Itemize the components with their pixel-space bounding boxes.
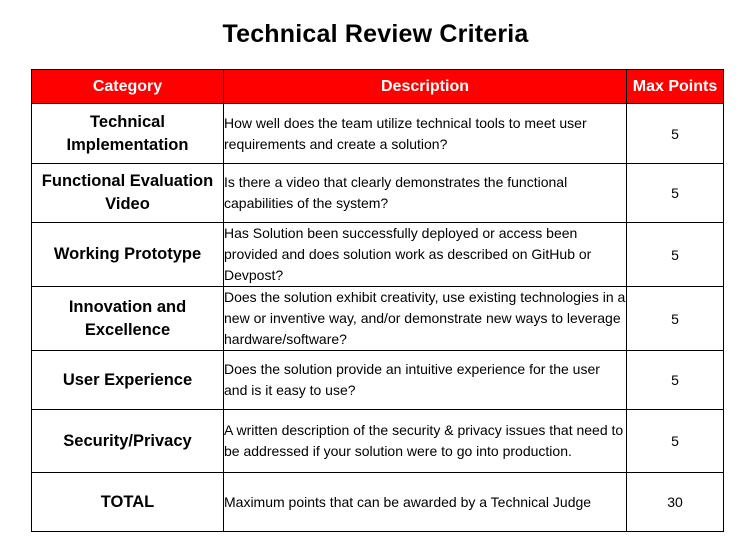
header-category: Category [32,70,224,104]
row-description: How well does the team utilize technical tools to meet user requirements and create a solution? [224,104,627,164]
row-category: Working Prototype [32,223,224,287]
row-category: TOTAL [32,473,224,532]
row-description: Does the solution exhibit creativity, use existing technologies in a new or inventive way, and/or demonstrate new ways to leverage hardware/software? [224,287,627,351]
table-row [32,223,724,287]
row-category: Technical Implementation [32,104,224,164]
table-row [32,351,724,410]
row-points: 30 [627,473,724,532]
row-points: 5 [627,223,724,287]
table-row [32,287,724,351]
header-description: Description [224,70,627,104]
row-description: Does the solution provide an intuitive experience for the user and is it easy to use? [224,351,627,410]
row-points: 5 [627,287,724,351]
row-category: Innovation and Excellence [32,287,224,351]
row-description: Is there a video that clearly demonstrates the functional capabilities of the system? [224,164,627,223]
row-points: 5 [627,410,724,473]
row-description: A written description of the security & privacy issues that need to be addressed if your solution were to go into production. [224,410,627,473]
table-row [32,104,724,164]
header-max-points: Max Points [627,70,724,104]
row-category: User Experience [32,351,224,410]
header-row [32,70,724,104]
criteria-table [31,69,724,532]
row-category: Functional Evaluation Video [32,164,224,223]
row-category: Security/Privacy [32,410,224,473]
table-row [32,410,724,473]
row-points: 5 [627,351,724,410]
page-title: Technical Review Criteria [222,20,529,48]
row-description: Has Solution been successfully deployed or access been provided and does solution work as described on GitHub or Devpost? [224,223,627,287]
row-points: 5 [627,164,724,223]
table-row-total [32,473,724,532]
row-description: Maximum points that can be awarded by a Technical Judge [224,473,627,532]
row-points: 5 [627,104,724,164]
table-row [32,164,724,223]
